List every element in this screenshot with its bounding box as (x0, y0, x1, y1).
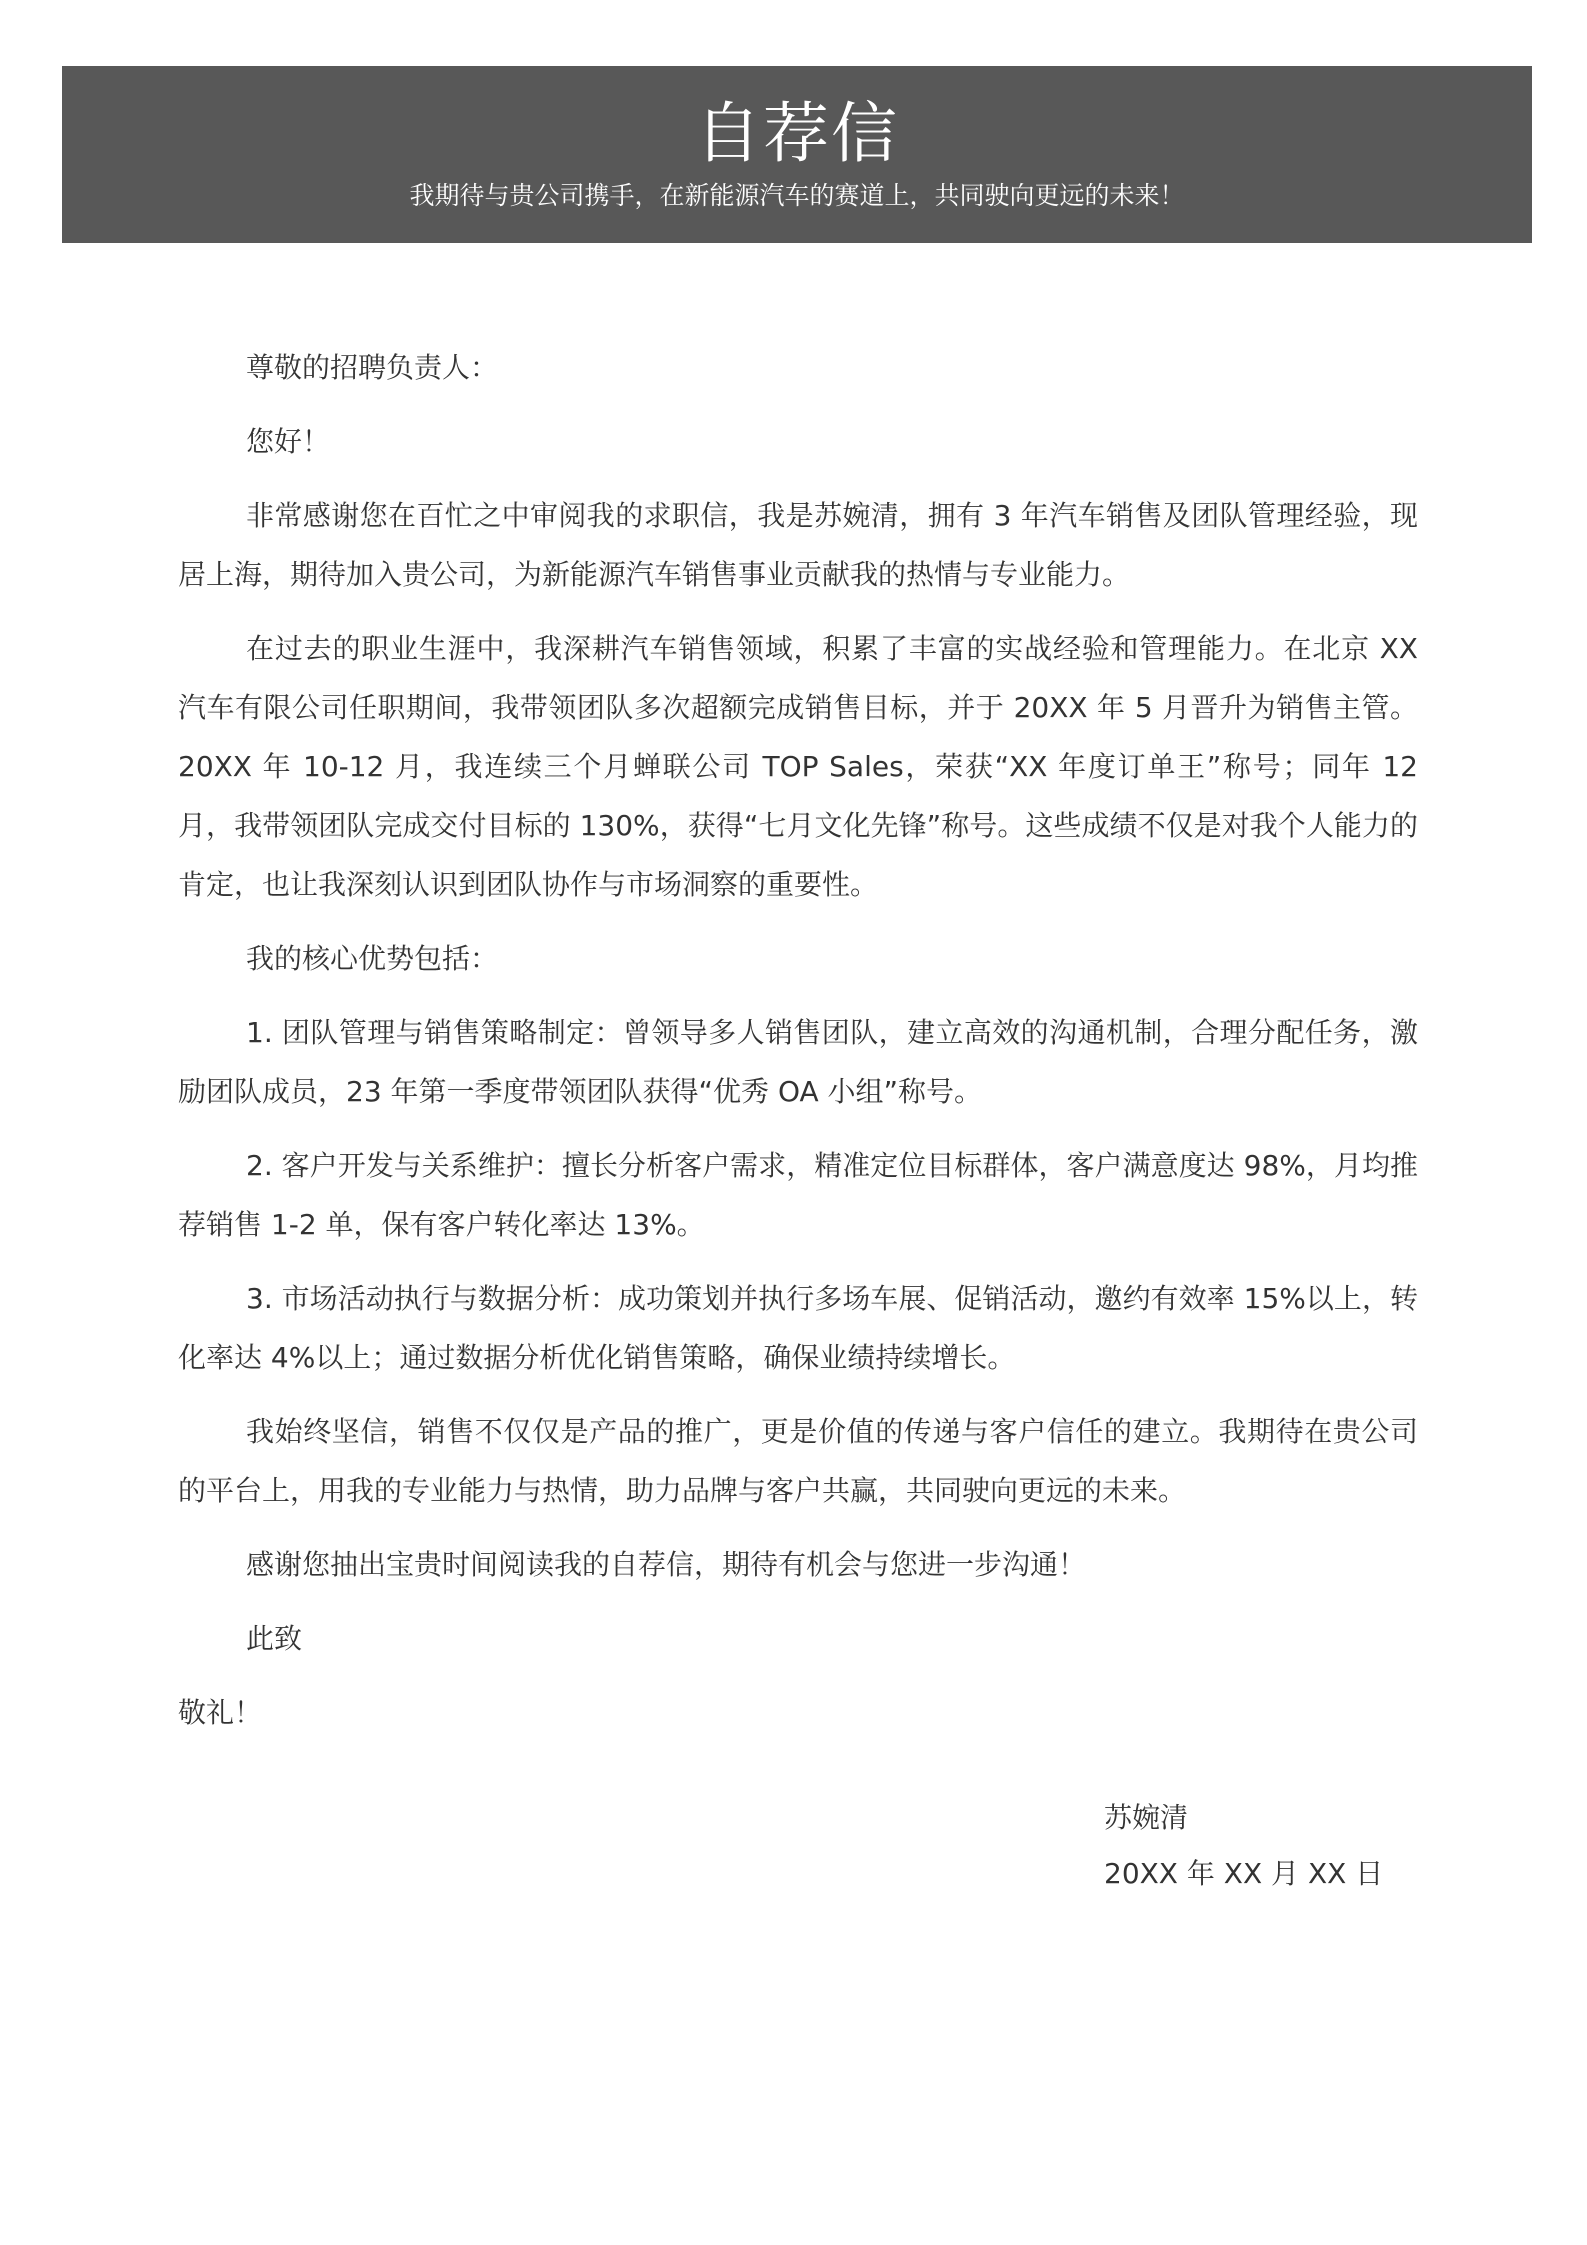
strengths-intro: 我的核心优势包括： (246, 942, 499, 975)
signature-name: 苏婉清 (1104, 1801, 1189, 1834)
page-title: 自荐信 (695, 95, 899, 172)
greeting: 您好！ (246, 425, 331, 458)
strength-item: 2. 客户开发与关系维护：擅长分析客户需求，精准定位目标群体，客户满意度达 98%，月均推荐销售 1-2 单，保有客户转化率达 13%。 (178, 1149, 1418, 1241)
closing-line-1: 此致 (246, 1622, 303, 1655)
closing-line-2: 敬礼！ (178, 1696, 263, 1729)
header-banner (62, 66, 1532, 243)
salutation: 尊敬的招聘负责人： (246, 351, 499, 384)
signature-date: 20XX 年 XX 月 XX 日 (1104, 1857, 1384, 1890)
strength-item: 1. 团队管理与销售策略制定：曾领导多人销售团队，建立高效的沟通机制，合理分配任务，激励团队成员，23 年第一季度带领团队获得“优秀 OA 小组”称号。 (178, 1016, 1418, 1108)
letter-body (178, 338, 1418, 1757)
intro-paragraph: 非常感谢您在百忙之中审阅我的求职信，我是苏婉清，拥有 3 年汽车销售及团队管理经验，现居上海，期待加入贵公司，为新能源汽车销售事业贡献我的热情与专业能力。 (178, 499, 1418, 591)
page-subtitle: 我期待与贵公司携手，在新能源汽车的赛道上，共同驶向更远的未来！ (409, 181, 1185, 210)
experience-paragraph: 在过去的职业生涯中，我深耕汽车销售领域，积累了丰富的实战经验和管理能力。在北京 XX 汽车有限公司任职期间，我带领团队多次超额完成销售目标，并于 20XX 年 5 月晋升为销售主管。20XX 年 10-12 月，我连续三个月蝉联公司 TOP Sales，荣获“XX 年度订单王”称号；同年 12 月，我带领团队完成交付目标的 130%，获得“七月文化先锋”称号。这些成绩不仅是对我个人能力的肯定，也让我深刻认识到团队协作与市场洞察的重要性。 (178, 632, 1418, 901)
signature-block (1104, 1790, 1383, 1902)
belief-paragraph: 我始终坚信，销售不仅仅是产品的推广，更是价值的传递与客户信任的建立。我期待在贵公司的平台上，用我的专业能力与热情，助力品牌与客户共赢，共同驶向更远的未来。 (178, 1415, 1418, 1507)
thanks-paragraph: 感谢您抽出宝贵时间阅读我的自荐信，期待有机会与您进一步沟通！ (246, 1548, 1087, 1581)
strength-item: 3. 市场活动执行与数据分析：成功策划并执行多场车展、促销活动，邀约有效率 15%以上，转化率达 4%以上；通过数据分析优化销售策略，确保业绩持续增长。 (178, 1282, 1418, 1374)
